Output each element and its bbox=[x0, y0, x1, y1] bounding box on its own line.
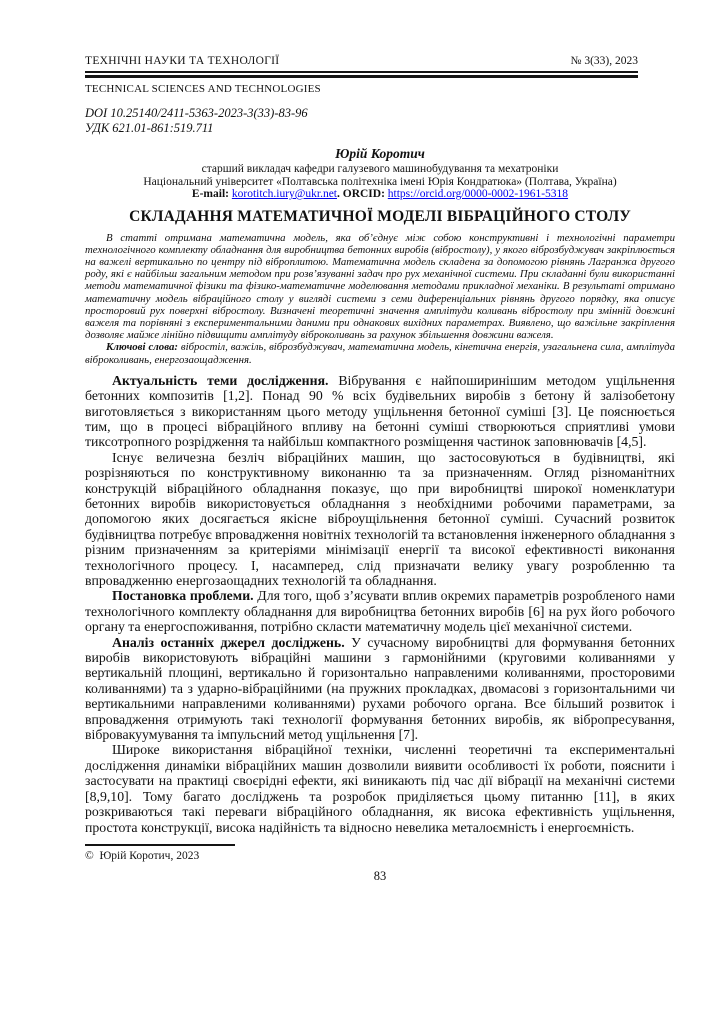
abstract-text: В статті отримана математична модель, яка об’єднує між собою конструктивні і технологічні параметри технологічного комплекту обладнання для виробництва бетонних виробів (вібростолу), у якого віброзбуджувач закріплюється на важелі вертикально по центру під віброплитою. Математична модель складена за допомогою рівнянь Лагранжа другого роду, які є найбільш загальним методом при розв’язуванні задач про рух механічної системи. При складанні були використанні методи математичної фізики та фізико-математичне моделювання методами прикладної механіки. В результаті отримано математичну модель вібраційного столу у вигляді системи з семи диференціальних рівнянь другого порядку, яка описує просторовий рух поверхні вібростолу. Визначені теоретичні значення амплітуди коливань вібростолу при змінній довжині важеля та порівняні з експериментальними даними при однакових вихідних параметрах. Виявлено, що важільне закріплення дозволяє майже лінійно підвищити амплітуду віброколивань за рахунок збільшення довжини важеля. bbox=[85, 231, 675, 342]
contact-separator: . bbox=[337, 188, 340, 200]
author-name: Юрій Коротич bbox=[335, 146, 425, 161]
running-head bbox=[85, 55, 638, 95]
author-affiliation: Національний університет «Полтавська політехніка імені Юрія Кондратюка» (Полтава, Україна) bbox=[143, 175, 617, 188]
paragraph bbox=[85, 588, 675, 634]
copyright-note: © Юрій Коротич, 2023 bbox=[85, 849, 200, 862]
article-title: СКЛАДАННЯ МАТЕМАТИЧНОЇ МОДЕЛІ ВІБРАЦІЙНОГО СТОЛУ bbox=[129, 207, 631, 225]
journal-title-en: TECHNICAL SCIENCES AND TECHNOLOGIES bbox=[85, 83, 321, 95]
keywords-list: вібростіл, важіль, віброзбуджувач, математична модель, кінетична енергія, узагальнена сила, амплітуда віброколивань, енергозаощадження. bbox=[85, 341, 675, 366]
article-meta bbox=[85, 106, 675, 135]
page-footer bbox=[85, 844, 675, 884]
udc: УДК 621.01-861:519.711 bbox=[85, 120, 214, 135]
article-body bbox=[85, 373, 675, 835]
abstract bbox=[85, 232, 675, 366]
page-number: 83 bbox=[373, 868, 387, 883]
section-heading: Постановка проблеми. bbox=[112, 588, 254, 604]
author-block bbox=[85, 146, 675, 201]
paragraph-text: Широке використання вібраційної техніки, численні теоретичні та експериментальні дослідження динаміки вібраційних машин дозволили виявити особливості їх роботи, пояснити і застосувати на практиці своєрідні ефекти, які виникають під час дії вібрації на механічні системи [8,9,10]. Тому багато досліджень та розробок приділяється цьому питанню [11], в яких розкриваються такі переваги вібраційного обладнання, як висока ефективність ущільнення, простота конструкції, висока надійність та відносно невелика металоємність і енергоємність. bbox=[85, 742, 675, 835]
paragraph-text: У сучасному виробництві для формування бетонних виробів використовують вібраційні машини з гармонійними (круговими коливаннями у вертикальній площині, вертикально й горизонтально направленими коливаннями, просторовими коливаннями) та з ударно-вібраційними (на пружних прокладках, двомасові з горизонтальними чи вертикальними направленими коливаннями) рухами робочого органа. Все більший розвиток і впровадження отримують такі технології формування бетонних виробів, як вібропресування, вібровакуумування та імпульсний метод ущільнення [7]. bbox=[85, 634, 675, 743]
paragraph bbox=[85, 742, 675, 834]
email-link[interactable]: korotitch.iury@ukr.net bbox=[231, 188, 337, 200]
paragraph-text: Для того, щоб з’ясувати вплив окремих параметрів розробленого нами технологічного комплекту обладнання для виробництва бетонних виробів [6] на рух його робочого органу та енергоспоживання, потрібно скласти математичну модель цієї механічної системи. bbox=[85, 588, 676, 635]
section-heading: Аналіз останніх джерел досліджень. bbox=[112, 634, 345, 650]
section-heading: Актуальність теми дослідження. bbox=[112, 372, 329, 388]
orcid-label: ORCID: bbox=[342, 188, 385, 200]
keywords-label: Ключові слова: bbox=[106, 341, 178, 354]
author-position: старший викладач кафедри галузевого машинобудування та мехатроніки bbox=[201, 163, 559, 175]
keywords bbox=[85, 341, 675, 365]
orcid-link[interactable]: https://orcid.org/0000-0002-1961-5318 bbox=[387, 188, 569, 200]
paragraph-text: Вібрування є найпоширинішим методом ущільнення бетонних композитів [1,2]. Понад 90 % всіх будівельних виробів з бетону й залізобетону виготовляється з використанням цього методу ущільнення бетонної суміші [3]. Це пояснюється тим, що в процесі вібраційного впливу на бетонні суміші створюються сприятливі умови тиксотропного розрідження та найбільш компактного розміщення частинок заповнювачів [4,5]. bbox=[85, 372, 675, 450]
footer-rule bbox=[85, 844, 235, 846]
issue-number: № 3(33), 2023 bbox=[570, 55, 638, 67]
doi: DOI 10.25140/2411-5363-2023-3(33)-83-96 bbox=[85, 106, 308, 120]
header-double-rule bbox=[85, 71, 638, 78]
author-contact bbox=[85, 188, 675, 201]
email-label: E-mail: bbox=[191, 188, 229, 200]
paragraph bbox=[85, 373, 675, 450]
paragraph bbox=[85, 635, 675, 743]
paragraph bbox=[85, 450, 675, 589]
paragraph-text: Існує величезна безліч вібраційних машин, що застосовуються в будівництві, які розрізняються по конструктивному виконанню та за призначенням. Огляд різноманітних конструкцій вібраційного обладнання показує, що при виробництві широкої номенклатури бетонних виробів використовується обладнання з необхідними робочими параметрами, за допомогою яких досягається якісне віброущільнення бетонної суміші. Сучасний розвиток будівництва потребує впровадження новітніх технологій та встановлення інженерного обладнання з різним призначенням за критеріями мінімізації енергії та високої ефективності виконання технологічного процесу. І, насамперед, слід призначати велику увагу розробленню та впровадженню енергозаощадних технологій та обладнання. bbox=[85, 449, 675, 589]
journal-title-uk: ТЕХНІЧНІ НАУКИ ТА ТЕХНОЛОГІЇ bbox=[85, 55, 280, 67]
